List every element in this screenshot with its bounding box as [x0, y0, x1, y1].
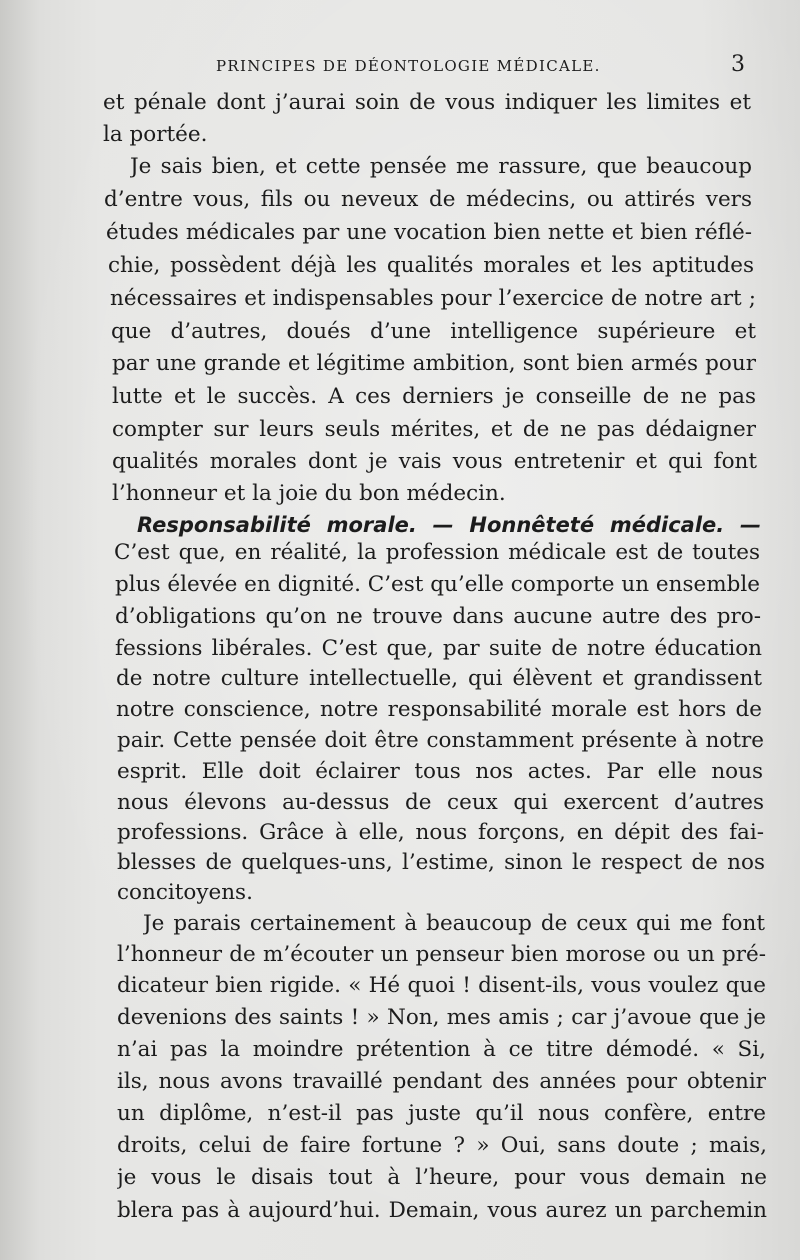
- text-line: [0, 568, 800, 602]
- line-text: nous élevons au-dessus de ceux qui exercent d’autres: [117, 790, 764, 815]
- text-line: [0, 876, 800, 910]
- line-text: pair. Cette pensée doit être constamment présente à notre: [117, 728, 764, 753]
- text-line: [0, 693, 800, 727]
- text-line: [0, 1097, 800, 1131]
- line-text: je vous le disais tout à l’heure, pour vous demain ne: [117, 1165, 767, 1190]
- text-line: [0, 86, 800, 120]
- line-text: la portée.: [103, 122, 208, 147]
- line-text: que d’autres, doués d’une intelligence supérieure et: [111, 319, 756, 344]
- text-line: [0, 632, 800, 666]
- text-line: [0, 477, 800, 511]
- line-text: qualités morales dont je vais vous entretenir et qui font: [112, 449, 757, 474]
- line-text: un diplôme, n’est-il pas juste qu’il nous confère, entre: [117, 1101, 766, 1126]
- page-header: [0, 54, 800, 84]
- line-text: dicateur bien rigide. « Hé quoi ! disent-ils, vous voulez que: [117, 973, 766, 998]
- text-line: [0, 1001, 800, 1035]
- line-text: études médicales par une vocation bien nette et bien réflé-: [106, 220, 752, 245]
- text-line: [0, 1194, 800, 1228]
- text-line: [0, 249, 800, 283]
- text-line: [0, 1161, 800, 1195]
- text-line: [0, 600, 800, 634]
- text-line: [0, 118, 800, 152]
- line-text: blera pas à aujourd’hui. Demain, vous aurez un parchemin: [117, 1198, 767, 1223]
- running-title: PRINCIPES DE DÉONTOLOGIE MÉDICALE.: [216, 57, 601, 75]
- line-text: ils, nous avons travaillé pendant des années pour obtenir: [117, 1069, 766, 1094]
- line-text: de notre culture intellectuelle, qui élèvent et grandissent: [116, 666, 762, 691]
- line-text: d’obligations qu’on ne trouve dans aucune autre des pro-: [115, 604, 761, 629]
- line-text: Je parais certainement à beaucoup de ceux qui me font: [143, 911, 765, 936]
- line-text: concitoyens.: [117, 880, 253, 905]
- text-line: [0, 907, 800, 941]
- line-text: professions. Grâce à elle, nous forçons, en dépit des fai-: [117, 820, 764, 845]
- text-line: [0, 1065, 800, 1099]
- text-line: [0, 282, 800, 316]
- line-text: lutte et le succès. A ces derniers je conseille de ne pas: [112, 384, 756, 409]
- text-line: [0, 938, 800, 972]
- text-line: [0, 1033, 800, 1067]
- text-line: [0, 662, 800, 696]
- text-line: [0, 969, 800, 1003]
- text-line: [0, 150, 800, 184]
- text-line: [0, 445, 800, 479]
- text-line: [0, 216, 800, 250]
- line-text: devenions des saints ! » Non, mes amis ; car j’avoue que je: [117, 1005, 766, 1030]
- line-text: et pénale dont j’aurai soin de vous indiquer les limites et: [103, 90, 751, 115]
- line-text: blesses de quelques-uns, l’estime, sinon le respect de nos: [117, 850, 765, 875]
- line-text: l’honneur et la joie du bon médecin.: [112, 481, 506, 506]
- text-line: [0, 846, 800, 880]
- line-text: l’honneur de m’écouter un penseur bien morose ou un pré-: [117, 942, 766, 967]
- line-text: compter sur leurs seuls mérites, et de ne pas dédaigner: [112, 417, 756, 442]
- line-text: Je sais bien, et cette pensée me rassure, que beaucoup: [130, 154, 752, 179]
- line-text: notre conscience, notre responsabilité morale est hors de: [116, 697, 762, 722]
- text-line: [0, 1129, 800, 1163]
- page-number: 3: [731, 52, 745, 77]
- text-line: [0, 755, 800, 789]
- line-text: chie, possèdent déjà les qualités morales et les aptitudes: [108, 253, 754, 278]
- line-text: nécessaires et indispensables pour l’exercice de notre art ;: [110, 286, 756, 311]
- text-line: [0, 786, 800, 820]
- text-line: [0, 380, 800, 414]
- line-text: fessions libérales. C’est que, par suite de notre éducation: [115, 636, 762, 661]
- line-text: d’entre vous, fils ou neveux de médecins, ou attirés vers: [104, 187, 752, 212]
- section-heading-text: Responsabilité morale. — Honnêteté médicale. —: [137, 513, 761, 537]
- text-line: [0, 315, 800, 349]
- text-line: [0, 816, 800, 850]
- line-text: droits, celui de faire fortune ? » Oui, sans doute ; mais,: [117, 1133, 767, 1158]
- text-line: [0, 413, 800, 447]
- text-line: [0, 724, 800, 758]
- line-text: C’est que, en réalité, la profession médicale est de toutes: [114, 540, 760, 565]
- line-text: par une grande et légitime ambition, sont bien armés pour: [112, 351, 756, 376]
- text-line: [0, 347, 800, 381]
- line-text: n’ai pas la moindre prétention à ce titre démodé. « Si,: [117, 1037, 766, 1062]
- text-line: [0, 536, 800, 570]
- text-line: [0, 183, 800, 217]
- line-text: plus élevée en dignité. C’est qu’elle comporte un ensemble: [115, 572, 760, 597]
- line-text: esprit. Elle doit éclairer tous nos actes. Par elle nous: [117, 759, 763, 784]
